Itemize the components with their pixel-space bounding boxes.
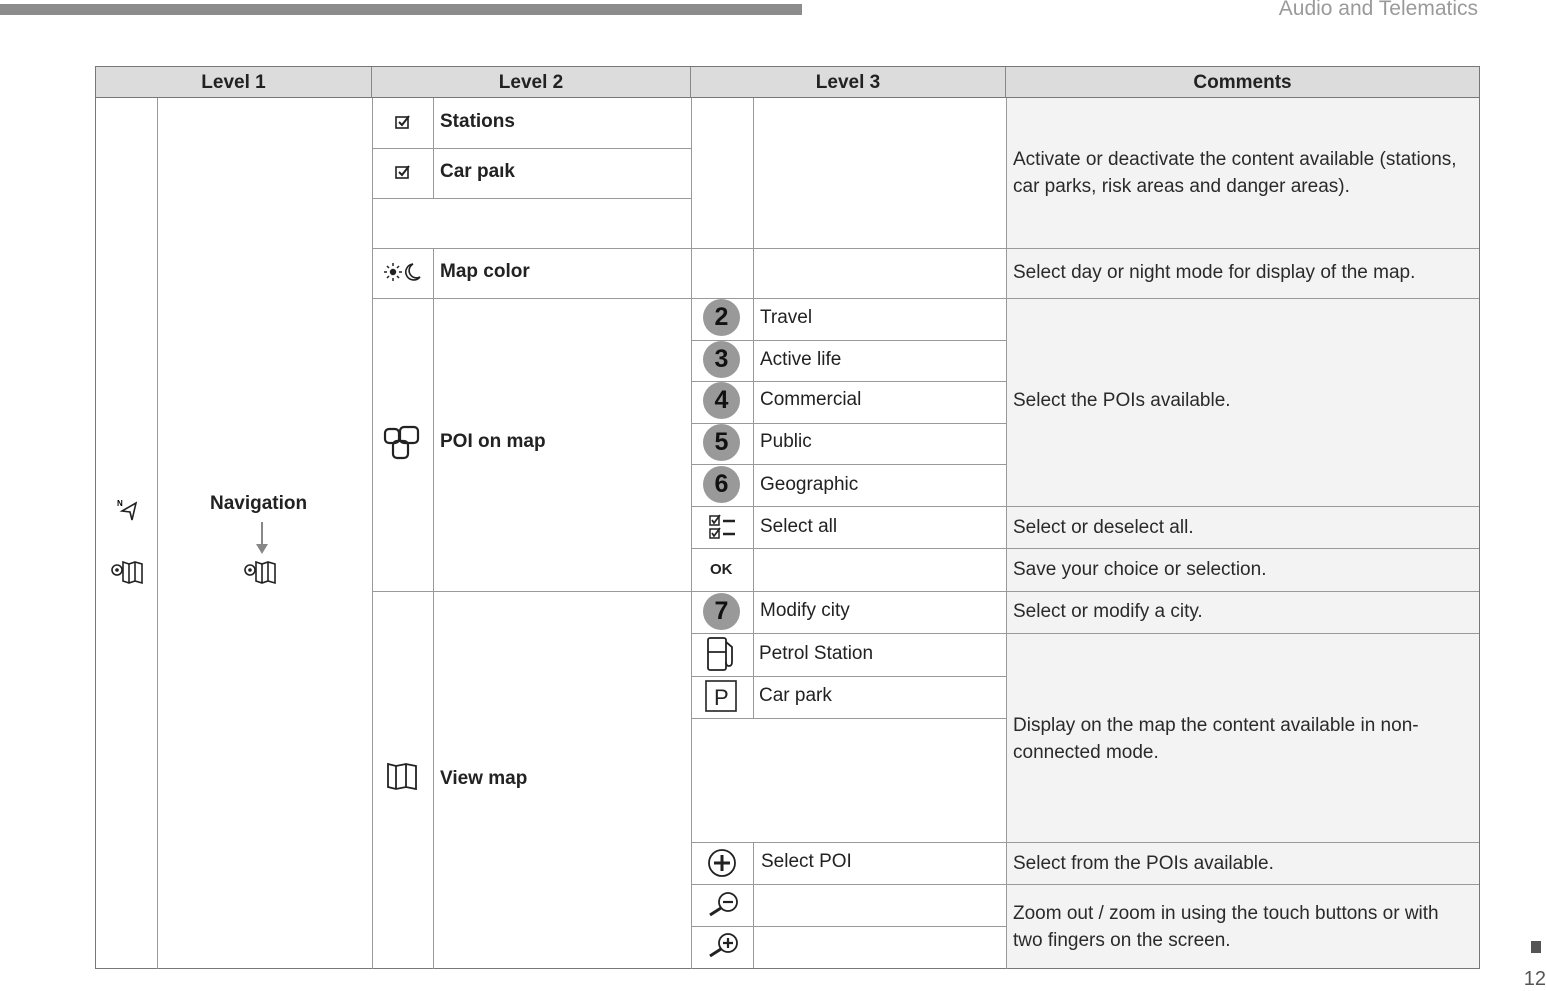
level3-active-life: Active life bbox=[760, 349, 842, 370]
poi-icon[interactable] bbox=[383, 425, 421, 466]
navigation-arrow-icon bbox=[116, 497, 140, 528]
ok-button[interactable]: OK bbox=[710, 561, 733, 578]
parking-icon[interactable] bbox=[705, 680, 737, 717]
page-number: 12 bbox=[1523, 968, 1546, 990]
zoom-out-icon[interactable] bbox=[707, 890, 741, 923]
level3-select-poi: Select POI bbox=[761, 851, 852, 872]
comment-map-color: Select day or night mode for display of the map. bbox=[1013, 262, 1416, 283]
badge-4[interactable]: 4 bbox=[703, 382, 740, 419]
section-title: Audio and Telematics bbox=[1278, 0, 1478, 20]
level3-commercial: Commercial bbox=[760, 389, 862, 410]
level2-car-park: Car paık bbox=[440, 161, 515, 182]
map-settings-icon bbox=[109, 558, 145, 591]
map-icon[interactable] bbox=[386, 761, 418, 796]
checkbox-icon[interactable] bbox=[395, 114, 411, 135]
map-settings-icon-target bbox=[242, 558, 278, 591]
select-all-icon[interactable] bbox=[709, 514, 737, 547]
day-night-icon[interactable] bbox=[384, 262, 422, 287]
level2-poi-on-map: POI on map bbox=[440, 431, 546, 452]
level2-map-color: Map color bbox=[440, 261, 530, 282]
fuel-pump-icon[interactable] bbox=[706, 636, 738, 677]
badge-5[interactable]: 5 bbox=[703, 424, 740, 461]
header-level2: Level 2 bbox=[372, 67, 691, 98]
level1-label: Navigation bbox=[210, 493, 308, 514]
comment-select-all: Select or deselect all. bbox=[1013, 517, 1194, 538]
comment-zoom: Zoom out / zoom in using the touch buttons or with two fingers on the screen. bbox=[1013, 903, 1439, 951]
comment-select-poi: Select from the POIs available. bbox=[1013, 853, 1274, 874]
comment-activate: Activate or deactivate the content available (stations, car parks, risk areas and danger areas). bbox=[1013, 149, 1457, 197]
header-level1: Level 1 bbox=[96, 67, 372, 98]
comment-city: Select or modify a city. bbox=[1013, 601, 1203, 622]
header-level3: Level 3 bbox=[691, 67, 1006, 98]
level3-public: Public bbox=[760, 431, 812, 452]
page-marker bbox=[1531, 941, 1541, 953]
level2-view-map: View map bbox=[440, 768, 528, 789]
level3-travel: Travel bbox=[760, 307, 813, 328]
checkbox-icon[interactable] bbox=[395, 164, 411, 185]
level3-select-all: Select all bbox=[760, 516, 838, 537]
level3-geographic: Geographic bbox=[760, 474, 859, 495]
level3-petrol-station: Petrol Station bbox=[759, 643, 874, 664]
settings-table bbox=[95, 66, 1480, 969]
arrow-down-icon bbox=[255, 522, 269, 561]
top-rule bbox=[0, 4, 802, 15]
level3-modify-city: Modify city bbox=[760, 600, 850, 621]
level2-stations: Stations bbox=[440, 111, 515, 132]
zoom-in-icon[interactable] bbox=[707, 931, 741, 964]
header-comments: Comments bbox=[1006, 67, 1479, 98]
badge-6[interactable]: 6 bbox=[703, 466, 740, 503]
badge-2[interactable]: 2 bbox=[703, 299, 740, 336]
level3-car-park: Car park bbox=[759, 685, 832, 706]
plus-circle-icon[interactable] bbox=[707, 848, 737, 883]
comment-pois: Select the POIs available. bbox=[1013, 390, 1231, 411]
comment-save: Save your choice or selection. bbox=[1013, 559, 1267, 580]
badge-3[interactable]: 3 bbox=[703, 341, 740, 378]
svg-text:P: P bbox=[714, 685, 729, 710]
svg-text:N: N bbox=[117, 499, 123, 508]
comment-offline: Display on the map the content available in non-connected mode. bbox=[1013, 715, 1419, 763]
badge-7[interactable]: 7 bbox=[703, 593, 740, 630]
